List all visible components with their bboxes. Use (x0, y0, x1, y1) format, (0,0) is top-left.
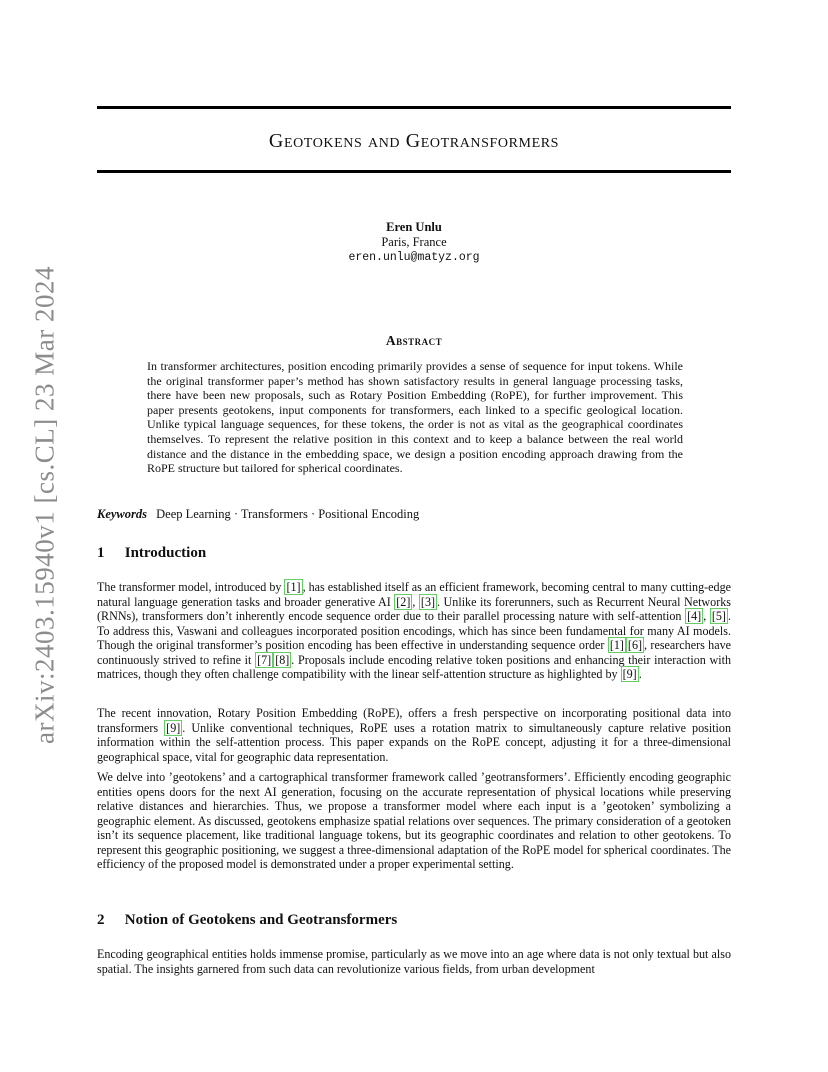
text-run: . Unlike its forerunners, such as Recurrent Neural Networks (RNNs), transformers don’t inherently encode sequence order due to their parallel processing nature with self-attention (97, 594, 731, 623)
section-number: 1 (97, 545, 105, 561)
citation-link[interactable]: [6] (627, 638, 643, 652)
keywords-label: Keywords (97, 507, 147, 521)
author-block (97, 220, 731, 265)
citation-link[interactable]: [9] (166, 720, 181, 735)
section2-paragraph-1: Encoding geographical entities holds immense promise, particularly as we move into an age where data is not only textual but also spatial. The insights garnered from such data can revolutionize various fields, from urban development (97, 947, 731, 976)
citation-link[interactable]: [7] (257, 652, 272, 667)
arxiv-identifier-text: arXiv:2403.15940v1 [cs.CL] 23 Mar 2024 (29, 266, 60, 744)
citation-link[interactable]: [4] (687, 609, 702, 623)
intro-paragraph-1 (97, 580, 731, 682)
section-number: 2 (97, 912, 105, 928)
text-run: . To address this, Vaswani and colleagues incorporated position encodings, which has since been fundamental for many AI models. Though the original transformer’s position encoding has been effective in understanding sequence order (97, 609, 731, 652)
text-run: , (703, 609, 710, 623)
text-run: , (412, 594, 419, 609)
text-run: The recent innovation, Rotary Position Embedding (RoPE), offers a fresh perspective on incorporating positional data into transformers (97, 706, 731, 735)
citation-link[interactable]: [9] (622, 667, 637, 681)
citation-link[interactable]: [3] (420, 594, 436, 609)
citation-link[interactable]: [2] (396, 594, 411, 609)
text-run: . (638, 667, 642, 681)
author-affiliation: Paris, France (381, 235, 447, 249)
section-title: Notion of Geotokens and Geotransformers (124, 912, 398, 928)
text-run: The transformer model, introduced by (97, 580, 285, 594)
author-name: Eren Unlu (386, 220, 442, 234)
section-heading-introduction (97, 545, 731, 562)
citation-link[interactable]: [5] (711, 609, 726, 623)
section-heading-geotokens (97, 912, 731, 929)
citation-link[interactable]: [8] (275, 652, 290, 667)
text-run: , researchers have continuously strived to refine it (97, 638, 731, 667)
abstract-text: In transformer architectures, position encoding primarily provides a sense of sequence for input tokens. While the original transformer paper’s method has shown satisfactory results in general language processing tasks, there have been new proposals, such as Rotary Position Embedding (RoPE), for further improvement. This paper presents geotokens, input components for transformers, each linked to a specific geological location. Unlike typical language sequences, for these tokens, the order is not as vital as the geographical coordinates themselves. To represent the relative position in this context and to keep a balance between the real world distance and the distance in the embedding space, we design a position encoding approach drawing from the RoPE structure but tailored for spherical coordinates. (147, 359, 683, 476)
intro-paragraph-3: We delve into ’geotokens’ and a cartographical transformer framework called ’geotransformers’. Efficiently encoding geographic entities opens doors for the next AI generation, focusing on the accurate representation of physical locations while preserving relative distances and hierarchies. Thus, we propose a transformer model where each input is a ’geotoken’ symbolizing a geographic element. As discussed, geotokens emphasize spatial relations over sequences. The primary consideration of a geotoken isn’t its sequence placement, like traditional language tokens, but its geographic coordinates and relation to other geotokens. To represent this geographic positioning, we suggest a three-dimensional adaptation of the RoPE model for spherical coordinates. The efficiency of the proposed model is demonstrated under a proper experimental setting. (97, 770, 731, 871)
keywords-line (97, 507, 731, 522)
title-rule-bottom (97, 170, 731, 173)
citation-link[interactable]: [1] (286, 580, 301, 594)
intro-paragraph-2 (97, 706, 731, 764)
abstract-heading: Abstract (385, 333, 443, 348)
section-title: Introduction (124, 545, 207, 561)
citation-link[interactable]: [1] (609, 638, 624, 652)
text-run: . Unlike conventional techniques, RoPE uses a rotation matrix to simultaneously capture relative position information within the self-attention process. This paper expands on the RoPE concept, adjusting it for a three-dimensional geographical space, vital for geographic data representation. (97, 720, 731, 764)
keywords-text: Deep Learning · Transformers · Positional Encoding (156, 507, 420, 521)
text-run: , has established itself as an efficient framework, becoming central to many cutting-edge natural language generation tasks and broader generative AI (97, 580, 731, 609)
text-run: . Proposals include encoding relative token positions and enhancing their interaction with matrices, though they often challenge compatibility with the linear self-attention structure as highlighted by (97, 652, 731, 681)
author-email[interactable]: eren.unlu@matyz.org (348, 251, 480, 264)
title-rule-top (97, 106, 731, 109)
paper-title: Geotokens and Geotransformers (268, 130, 560, 152)
